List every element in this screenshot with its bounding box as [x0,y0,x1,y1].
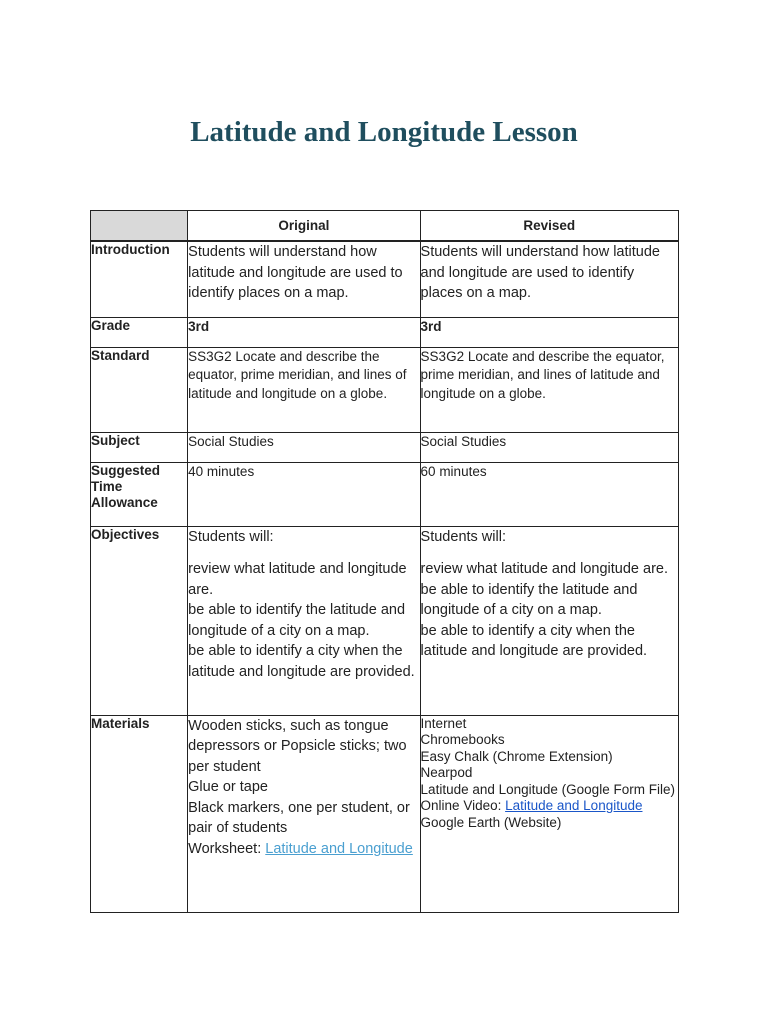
table-header-row [91,211,679,242]
objective-item: be able to identify a city when the latitude and longitude are provided. [188,643,415,680]
row-label: Standard [91,347,188,432]
material-item: Glue or tape [188,779,268,795]
material-item: Internet [420,715,467,731]
material-item: Latitude and Longitude (Google Form File) [420,781,675,797]
original-cell: 3rd [188,317,420,347]
material-item: Black markers, one per student, or pair of students [188,799,410,836]
row-label: Grade [91,317,188,347]
header-blank-cell [91,211,188,242]
table-row-objectives [91,526,679,715]
revised-cell: Students will understand how latitude and longitude are used to identify places on a map. [420,241,678,317]
revised-cell [420,526,678,715]
lesson-table [90,210,679,913]
revised-cell: SS3G2 Locate and describe the equator, prime meridian, and lines of latitude and longitude on a globe. [420,347,678,432]
video-prefix: Online Video: [420,798,506,813]
table-row-standard [91,347,679,432]
row-label: Subject [91,432,188,462]
video-link[interactable]: Latitude and Longitude [505,798,643,813]
original-cell [188,715,420,912]
objective-item: be able to identify the latitude and longitude of a city on a map. [188,602,406,639]
table-row-grade [91,317,679,347]
revised-cell [420,715,678,912]
video-line [421,798,678,815]
revised-cell: 60 minutes [420,462,678,526]
row-label: Materials [91,715,188,912]
material-item: Easy Chalk (Chrome Extension) [420,748,613,764]
material-item: Wooden sticks, such as tongue depressors or Popsicle sticks; two per student [188,717,407,775]
original-cell: 40 minutes [188,462,420,526]
table-row-introduction [91,241,679,317]
objective-item: be able to identify a city when the latitude and longitude are provided. [420,622,648,659]
material-item: Nearpod [420,765,473,780]
original-cell: SS3G2 Locate and describe the equator, prime meridian, and lines of latitude and longitude on a globe. [188,347,420,432]
header-revised: Revised [420,211,678,242]
original-cell: Students will understand how latitude and longitude are used to identify places on a map. [188,241,420,317]
material-item: Chromebooks [420,732,505,747]
row-label: Objectives [91,526,188,715]
worksheet-line [188,839,419,860]
objectives-intro: Students will: [420,528,506,545]
objective-item: be able to identify the latitude and longitude of a city on a map. [420,581,638,618]
original-cell: Social Studies [188,432,420,462]
worksheet-prefix: Worksheet: [188,840,266,857]
page-title: Latitude and Longitude Lesson [190,116,578,148]
objective-item: review what latitude and longitude are. [420,561,669,577]
table-row-subject [91,432,679,462]
row-label: Suggested Time Allowance [91,462,188,526]
table-row-materials [91,715,679,912]
objectives-intro: Students will: [188,528,274,545]
table-row-time-allowance [91,462,679,526]
revised-cell: 3rd [420,317,678,347]
original-cell [188,526,420,715]
worksheet-link[interactable]: Latitude and Longitude [265,840,413,857]
material-item: Google Earth (Website) [420,814,562,830]
header-original: Original [188,211,420,242]
row-label: Introduction [91,241,188,317]
objective-item: review what latitude and longitude are. [188,561,407,598]
revised-cell: Social Studies [420,432,678,462]
